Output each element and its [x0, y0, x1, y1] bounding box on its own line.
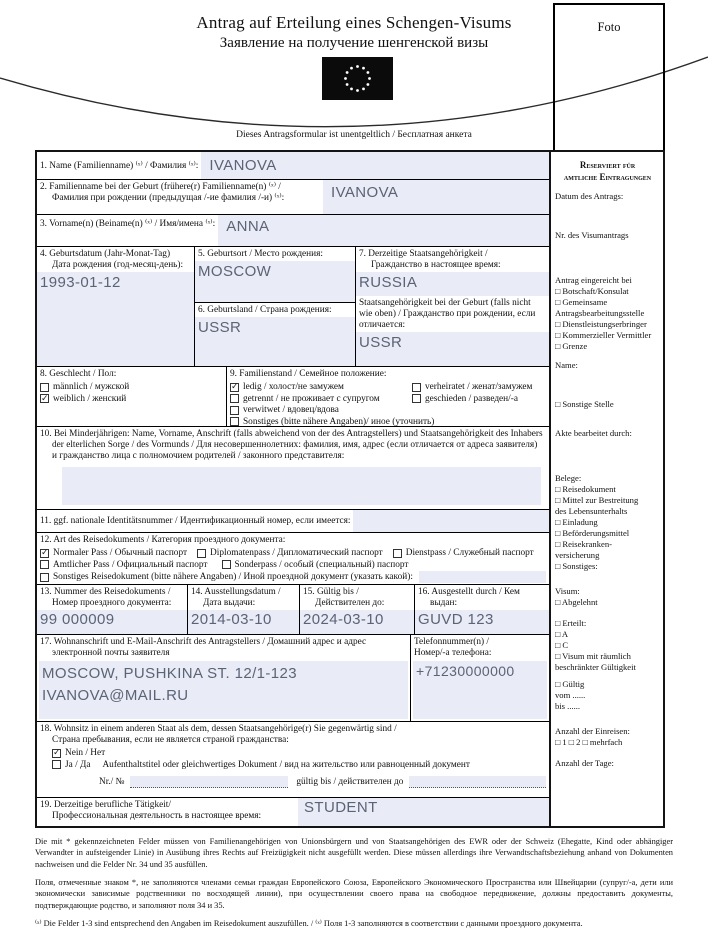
fields-8-9-row: [37, 367, 549, 427]
option-label: Diplomatenpass / Дипломатический паспорт: [210, 548, 383, 559]
option-label: Normaler Pass / Обычный паспорт: [53, 548, 188, 559]
permit-valid-until-input[interactable]: [409, 776, 546, 788]
visa-type-a-option: □ A: [555, 629, 569, 640]
field-19-label: 19. Derzeitige berufliche Tätigkeit/ Профессиональная деятельность в настоящее время:: [40, 800, 262, 821]
field-12-label: 12. Art des Reisedokuments / Категория проездного документа:: [40, 535, 286, 545]
field-5-label: 5. Geburtsort / Место рождения:: [198, 249, 323, 259]
footnote-fields-1-3: ⁽ˣ⁾ Die Felder 1-3 sind entsprechend den Angaben im Reisedokument auszufüllen. / ⁽ˣ⁾ Поля 1-3 заполняются в соответствии с данными проездного документа.: [35, 919, 583, 929]
footnote-german: Die mit * gekennzeichneten Felder müssen von Familienangehörigen von Unionsbürgern und von Staatsangehörigen des EWR oder der Schweiz (Ehegatte, Kind oder abhängiger Verwandter in aufsteigender Linie) in Ausübung ihres Rechts auf Freizügigkeit nicht ausgefüllt werden. Diese müssen allerdings ihre Verwandtschaftsbeziehung anhand von Dokumenten nachweisen und die Felder Nr. 34 und 35 ausfüllen.: [35, 837, 673, 869]
marital-married-option[interactable]: [412, 382, 532, 392]
field-7b-label: Staatsangehörigkeit bei der Geburt (falls nicht wie oben) / Гражданство при рождении, если отличается:: [359, 297, 536, 330]
doc-other-option[interactable]: [40, 572, 413, 582]
checkbox[interactable]: [52, 760, 61, 769]
sex-male-option[interactable]: [40, 382, 129, 392]
nationality-input[interactable]: RUSSIA: [356, 272, 549, 296]
option-label: Nein / Нет: [65, 748, 106, 759]
checkbox[interactable]: [230, 417, 239, 426]
visa-type-c-option: □ C: [555, 640, 569, 651]
footnote-russian: Поля, отмеченные знаком *, не заполняются членами семьи граждан Европейского Союза, Европейского Экономического Пространства или Швейцарии (супруг/-а, дети или экономически зависимые родственники по восходящей линии), при осуществлении своего права на свободное передвижение, должны предоставить документы, подтверждающие родство, и заполняют поля 34 и 35.: [35, 878, 673, 910]
field-11-row: [37, 510, 549, 533]
checkbox[interactable]: [230, 406, 239, 415]
option-label: männlich / мужской: [53, 382, 130, 393]
doc-travel-option: □ Reisedokument: [555, 484, 616, 495]
lodged-embassy-option: □ Botschaft/Konsulat: [555, 286, 629, 297]
visa-refused-option: □ Abgelehnt: [555, 597, 598, 608]
option-label: verwitwet / вдовец/вдова: [243, 405, 339, 416]
email-line: IVANOVA@MAIL.RU: [42, 686, 189, 704]
field-16-label: 16. Ausgestellt durch / Кем выдан:: [418, 587, 520, 608]
checkbox[interactable]: [52, 749, 61, 758]
doc-transport-option: □ Beförderungsmittel: [555, 528, 630, 539]
field-10-label: 10. Bei Minderjährigen: Name, Vorname, Anschrift (falls abweichend von der des Antragstellers) und Staatsangehörigkeit des Inhabers der elterlichen Sorge / des Vormunds / Для несовершеннолетних: фамилия, имя, адрес (если отличается от адреса заявителя) и гражданство лица с полномочием родителей / законного представителя:: [40, 429, 543, 461]
supporting-docs-label: Belege:: [555, 473, 582, 484]
checkbox[interactable]: [40, 560, 49, 569]
marital-divorced-option[interactable]: [412, 394, 518, 404]
file-handled-by-label: Akte bearbeitet durch:: [555, 428, 632, 439]
option-label: verheiratet / женат/замужем: [425, 382, 533, 393]
doc-other-input[interactable]: [419, 571, 546, 583]
field-17-row: [37, 635, 549, 722]
checkbox[interactable]: [222, 560, 231, 569]
field-10-row: [37, 427, 549, 510]
birth-nationality-input[interactable]: USSR: [356, 332, 549, 366]
fields-4-7-block: [37, 247, 549, 367]
other-office-option: □ Sonstige Stelle: [555, 399, 614, 410]
official-use-title: Reserviert für amtliche Eintragungen: [563, 160, 652, 182]
field-4-label: 4. Geburtsdatum (Jahr-Monat-Tag) Дата рождения (год-месяц-день):: [40, 249, 184, 270]
checkbox[interactable]: [393, 549, 402, 558]
field-12-row: [37, 533, 549, 585]
checkbox[interactable]: [40, 573, 49, 582]
issue-date-input[interactable]: 2014-03-10: [188, 610, 299, 634]
lodged-service-provider-option: □ Dienstleistungserbringer: [555, 319, 647, 330]
photo-box: [553, 3, 665, 153]
occupation-input[interactable]: STUDENT: [298, 798, 549, 826]
minor-guardian-input[interactable]: [62, 467, 541, 505]
option-label: Sonderpass / особый (специальный) паспорт: [234, 559, 409, 570]
valid-option: □ Gültig: [555, 679, 585, 690]
field-17-label: 17. Wohnanschrift und E-Mail-Anschrift des Antragstellers / Домашний адрес и адрес электронной почты заявителя: [40, 637, 367, 658]
visa-issued-option: □ Erteilt:: [555, 618, 587, 629]
marital-widowed-option[interactable]: [230, 405, 339, 415]
field-19-row: [37, 798, 549, 826]
sex-female-option[interactable]: [40, 394, 126, 404]
field-11-label: 11. ggf. nationale Identitätsnummer / Идентификационный номер, если имеется:: [40, 516, 351, 527]
field-3-label: 3. Vorname(n) (Beiname(n) ⁽ˣ⁾ / Имя/имена ⁽ˣ⁾:: [40, 219, 216, 229]
form-title-russian: Заявление на получение шенгенской визы: [219, 35, 489, 51]
checkbox[interactable]: [40, 383, 49, 392]
residence-no-option[interactable]: [52, 748, 105, 758]
doc-subsistence-option: □ Mittel zur Bestreitung des Lebensunterhalts: [555, 495, 639, 517]
lodged-application-centre-option: □ Gemeinsame Antragsbearbeitungsstelle: [555, 297, 645, 319]
checkbox[interactable]: [230, 383, 239, 392]
field-1-label: 1. Name (Familienname) ⁽ˣ⁾ / Фамилия ⁽ˣ⁾:: [40, 160, 199, 171]
option-label: getrennt / не проживает с супругом: [243, 393, 380, 404]
field-8-label: 8. Geschlecht / Пол:: [40, 369, 117, 379]
doc-diplomatic-option[interactable]: [197, 548, 383, 558]
valid-until-input[interactable]: 2024-03-10: [300, 610, 414, 634]
marital-single-option[interactable]: [230, 382, 412, 392]
option-label: Dienstpass / Служебный паспорт: [405, 548, 534, 559]
eu-flag-icon: [322, 57, 393, 100]
entries-options: □ 1 □ 2 □ mehrfach: [555, 737, 623, 748]
option-label: Ja / Да: [65, 759, 91, 770]
field-13-label: 13. Nummer des Reisedokuments / Номер проездного документа:: [40, 587, 172, 608]
name-label: Name:: [555, 360, 578, 371]
form-table: [35, 150, 551, 828]
doc-ordinary-option[interactable]: [40, 548, 187, 558]
checkbox[interactable]: [412, 383, 421, 392]
checkbox[interactable]: [230, 394, 239, 403]
option-label: Amtlicher Pass / Официальный паспорт: [53, 559, 208, 570]
field-6-label: 6. Geburtsland / Страна рождения:: [198, 305, 332, 315]
birthdate-input[interactable]: 1993-01-12: [37, 272, 194, 366]
surname-input[interactable]: IVANOVA: [201, 152, 549, 179]
form-title-german: Antrag auf Erteilung eines Schengen-Visums: [196, 13, 512, 32]
doc-official-option[interactable]: [40, 560, 208, 570]
residence-permit-note: Aufenthaltstitel oder gleichwertiges Dokument / вид на жительство или равноценный документ: [102, 759, 470, 770]
national-id-input[interactable]: [353, 510, 549, 532]
checkbox[interactable]: [40, 549, 49, 558]
checkbox[interactable]: [412, 394, 421, 403]
doc-service-option[interactable]: [393, 548, 534, 558]
valid-from-label: vom ......: [555, 690, 586, 701]
application-date-label: Datum des Antrags:: [555, 191, 624, 202]
birth-surname-input[interactable]: IVANOVA: [323, 180, 549, 214]
field-18-row: [37, 722, 549, 798]
fields-13-16-row: [37, 585, 549, 635]
document-number-input[interactable]: 99 000009: [37, 610, 187, 634]
footnotes: [35, 836, 673, 929]
option-label: Sonstiges Reisedokument (bitte nähere Angaben) / Иной проездной документ (указать какой):: [53, 572, 413, 583]
birthcountry-input[interactable]: USSR: [195, 317, 355, 366]
field-3-row: [37, 215, 549, 247]
field-15-label: 15. Gültig bis / Действителен до:: [303, 587, 385, 608]
lodged-border-option: □ Grenze: [555, 341, 588, 352]
option-label: ledig / холост/не замужем: [243, 382, 344, 393]
checkbox[interactable]: [40, 394, 49, 403]
doc-special-option[interactable]: [222, 560, 409, 570]
free-of-charge-note: Dieses Antragsformular ist unentgeltlich / Бесплатная анкета: [236, 130, 472, 140]
doc-invitation-option: □ Einladung: [555, 517, 598, 528]
option-label: weiblich / женский: [53, 393, 127, 404]
birthplace-input[interactable]: MOSCOW: [195, 261, 355, 302]
official-use-column: [551, 150, 665, 828]
residence-yes-option[interactable]: [52, 760, 90, 770]
address-line: MOSCOW, PUSHKINA ST. 12/1-123: [42, 664, 298, 682]
phone-label: Telefonnummer(n) / Номер/-а телефона:: [414, 637, 492, 658]
entries-number-label: Anzahl der Einreisen:: [555, 726, 630, 737]
field-18-label: 18. Wohnsitz in einem anderen Staat als dem, dessen Staatsangehörige(r) Sie gegenwärtig sind / Страна пребывания, если не является страной гражданства:: [40, 724, 397, 745]
field-2-label: 2. Familienname bei der Geburt (frühere(r) Familienname(n) ⁽ˣ⁾ / Фамилия при рождении (предыдущая /-ие фамилия /-и) ⁽ˣ⁾:: [40, 182, 285, 203]
lodged-at-label: Antrag eingereicht bei: [555, 275, 632, 286]
marital-separated-option[interactable]: [230, 394, 412, 404]
visa-application-number: Nr. des Visumantrags: [555, 230, 629, 241]
marital-other-option[interactable]: [230, 417, 434, 426]
field-7-label: 7. Derzeitige Staatsangehörigkeit / Гражданство в настоящее время:: [359, 249, 501, 270]
checkbox[interactable]: [197, 549, 206, 558]
photo-label: Foto: [597, 20, 621, 34]
days-number-label: Anzahl der Tage:: [555, 758, 614, 769]
permit-number-input[interactable]: [130, 776, 288, 788]
doc-other-option: □ Sonstiges:: [555, 561, 598, 572]
option-label: geschieden / разведен/-а: [425, 393, 518, 404]
firstname-input[interactable]: ANNA: [218, 215, 549, 246]
address-email-input[interactable]: [39, 661, 408, 719]
field-1-row: [37, 152, 549, 180]
visa-decision-label: Visum:: [555, 586, 580, 597]
issued-by-input[interactable]: GUVD 123: [415, 610, 549, 634]
field-2-row: [37, 180, 549, 215]
field-9-label: 9. Familienstand / Семейное положение:: [230, 369, 387, 379]
option-label: Sonstiges (bitte nähere Angaben)/ иное (уточнить): [243, 416, 435, 426]
doc-insurance-option: □ Reisekranken- versicherung: [555, 539, 612, 561]
valid-until-label: bis ......: [555, 701, 581, 712]
permit-number-label: Nr./ №: [99, 776, 125, 787]
permit-valid-label: gültig bis / действителен до: [296, 776, 404, 787]
visa-ltv-option: □ Visum mit räumlich beschränkter Gültigkeit: [555, 651, 636, 673]
phone-input[interactable]: +71230000000: [413, 661, 547, 719]
field-14-label: 14. Ausstellungsdatum / Дата выдачи:: [191, 587, 281, 608]
lodged-intermediary-option: □ Kommerzieller Vermittler: [555, 330, 652, 341]
